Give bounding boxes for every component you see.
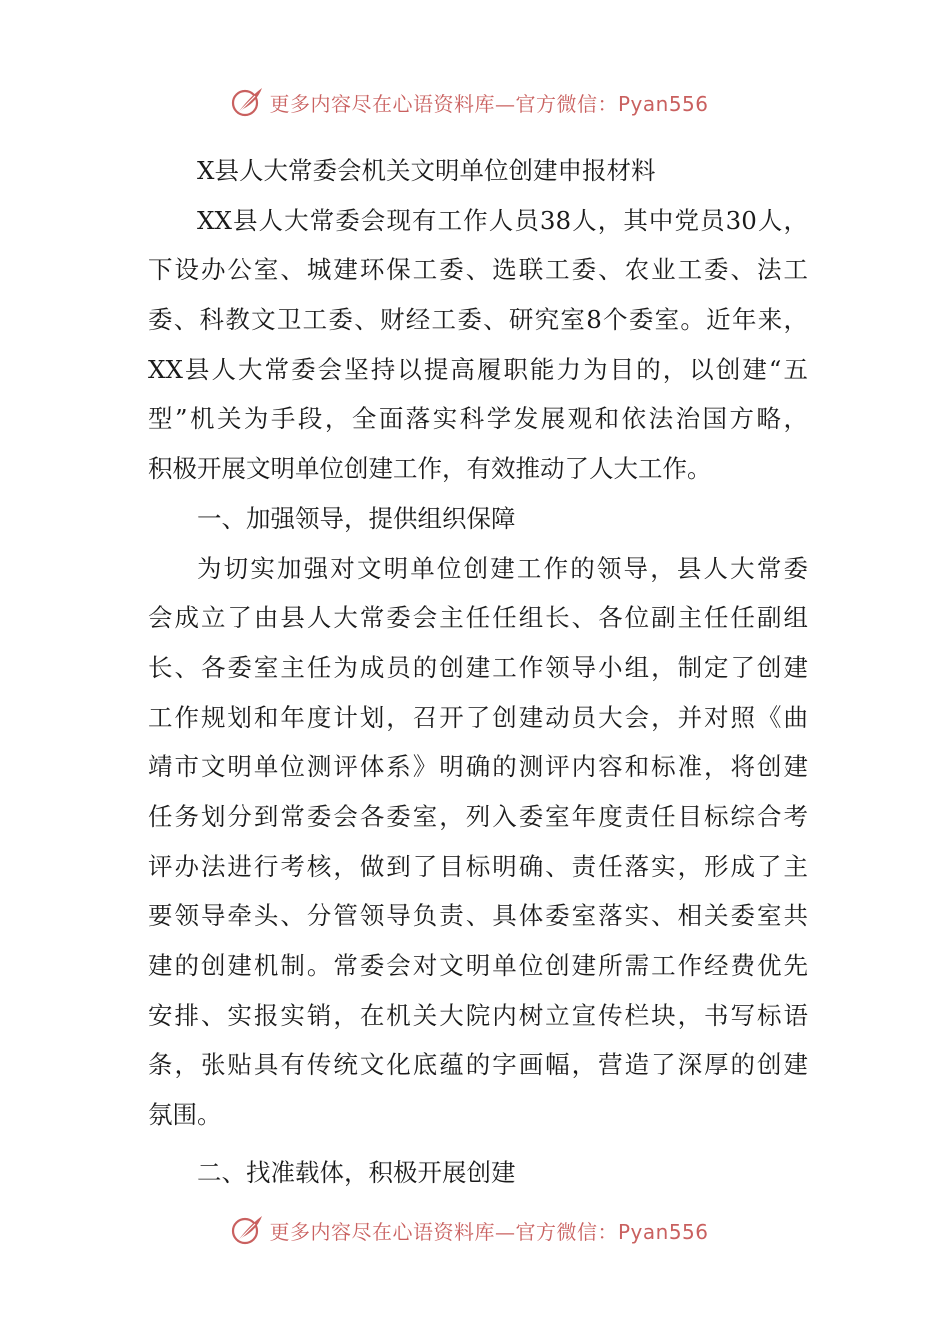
watermark-text: 更多内容尽在心语资料库—官方微信：Pyan556: [269, 91, 709, 116]
paragraph-line: 评办法进行考核，做到了目标明确、责任落实，形成了主: [148, 851, 808, 881]
paragraph-line: XX县人大常委会坚持以提高履职能力为目的，以创建“五: [148, 354, 808, 384]
paragraph-line: 任务划分到常委会各委室，列入委室年度责任目标综合考: [148, 801, 808, 831]
paragraph-line: 氛围。: [148, 1100, 222, 1130]
paragraph-line: 建的创建机制。常委会对文明单位创建所需工作经费优先: [148, 951, 808, 980]
section-heading-1: 一、加强领导，提供组织保障: [197, 503, 516, 533]
paragraph-line: 条，张贴具有传统文化底蕴的字画幅，营造了深厚的创建: [148, 1050, 808, 1080]
paragraph-line: XX县人大常委会现有工作人员38人，其中党员30人，: [197, 205, 808, 235]
document-body: [148, 146, 808, 1197]
paragraph-line: 要领导牵头、分管领导负责、具体委室落实、相关委室共: [148, 901, 808, 931]
watermark-header: [0, 80, 950, 124]
watermark-text: 更多内容尽在心语资料库—官方微信：Pyan556: [269, 1219, 709, 1244]
paragraph-line: 为切实加强对文明单位创建工作的领导，县人大常委: [197, 553, 808, 583]
paragraph-line: 长、各委室主任为成员的创建工作领导小组，制定了创建: [148, 652, 808, 682]
quill-logo-icon: [229, 1212, 265, 1248]
paragraph-line: 委、科教文卫工委、财经工委、研究室8个委室。近年来，: [148, 305, 808, 335]
watermark-wechat-id: Pyan556: [617, 1219, 709, 1244]
paragraph-line: 积极开展文明单位创建工作，有效推动了人大工作。: [148, 454, 712, 484]
paragraph-line: 下设办公室、城建环保工委、选联工委、农业工委、法工: [148, 255, 808, 285]
paragraph-line: 会成立了由县人大常委会主任任组长、各位副主任任副组: [148, 603, 808, 633]
paragraph-line: 工作规划和年度计划，召开了创建动员大会，并对照《曲: [148, 702, 808, 732]
quill-logo-icon: [229, 84, 265, 120]
document-title: X县人大常委会机关文明单位创建申报材料: [197, 156, 656, 185]
paragraph-line: 靖市文明单位测评体系》明确的测评内容和标准，将创建: [148, 752, 808, 782]
watermark-footer: [0, 1208, 950, 1252]
paragraph-line: 型”机关为手段，全面落实科学发展观和依法治国方略，: [148, 404, 808, 434]
paragraph-leadership: [148, 544, 808, 1140]
paragraph-line: 安排、实报实销，在机关大院内树立宣传栏块，书写标语: [148, 1000, 808, 1030]
paragraph-intro: [148, 196, 808, 494]
watermark-wechat-id: Pyan556: [617, 91, 709, 116]
section-heading-2: 二、找准载体，积极开展创建: [197, 1157, 516, 1187]
